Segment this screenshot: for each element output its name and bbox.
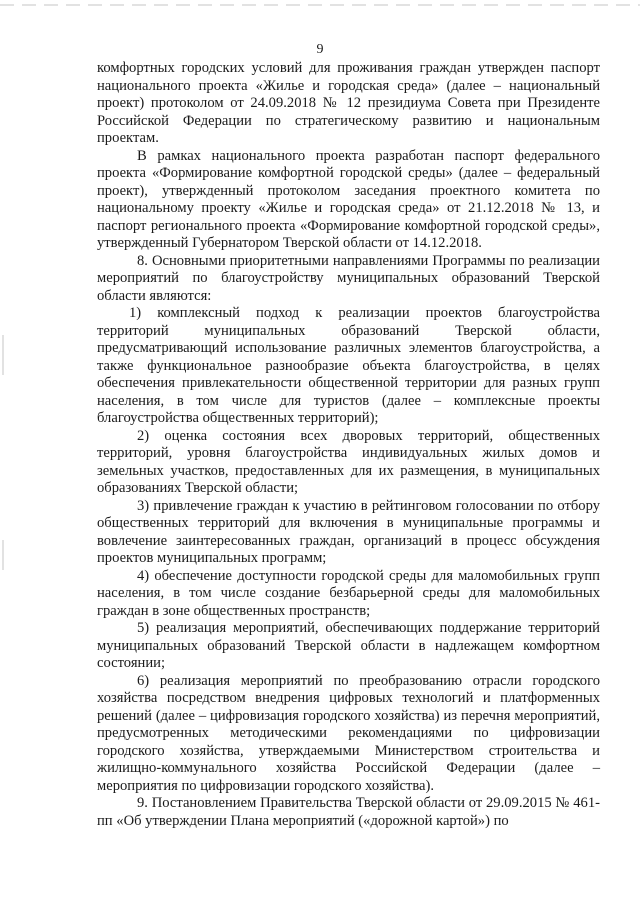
list-item-5: 5) реализация мероприятий, обеспечивающих поддержание территорий муниципальных образований Тверской области в надлежащем комфортном состоянии; [97,620,600,671]
document-body [97,60,600,830]
scan-artifact-left [2,540,4,570]
list-item-6: 6) реализация мероприятий по преобразованию отрасли городского хозяйства посредством внедрения цифровых технологий и платформенных решений (далее – цифровизация городского хозяйства) из перечня мероприятий, предусмотренных методическими рекомендациями по цифровизации городского хозяйства, утверждаемыми Министерством строительства и жилищно-коммунального хозяйства Российской Федерации (далее – мероприятия по цифровизации городского хозяйства). [97,672,600,794]
paragraph-section-9: 9. Постановлением Правительства Тверской области от 29.09.2015 № 461-пп «Об утверждении Плана мероприятий («дорожной картой») по [97,795,600,829]
paragraph-section-8: 8. Основными приоритетными направлениями Программы по реализации мероприятий по благоустройству муниципальных образований Тверской области являются: [97,252,600,304]
paragraph: В рамках национального проекта разработан паспорт федерального проекта «Формирование комфортной городской среды» (далее – федеральный проект), утвержденный протоколом заседания проектного комитета по национальному проекту «Жилье и городская среда» от 21.12.2018 № 13, и паспорт регионального проекта «Формирование комфортной городской среды», утвержденный Губернатором Тверской области от 14.12.2018. [97,147,600,251]
list-item-3: 3) привлечение граждан к участию в рейтинговом голосовании по отбору общественных территорий для включения в муниципальные программы и вовлечение заинтересованных граждан, организаций в процесс обсуждения проектов муниципальных программ; [97,497,600,566]
scan-artifact-left [2,335,4,375]
scan-artifact-top [0,4,640,6]
list-item-2: 2) оценка состояния всех дворовых территорий, общественных территорий, уровня благоустройства индивидуальных жилых домов и земельных участков, предоставленных для их размещения, в муниципальных образованиях Тверской области; [97,427,600,496]
list-item-1: 1) комплексный подход к реализации проектов благоустройства территорий муниципальных образований Тверской области, предусматривающий использование различных элементов благоустройства, а также функциональное разнообразие объекта благоустройства, в целях обеспечения привлекательности общественной территории для разных групп населения, в том числе для туристов (далее – комплексные проекты благоустройства общественных территорий); [97,305,600,426]
paragraph: комфортных городских условий для проживания граждан утвержден паспорт национального проекта «Жилье и городская среда» (далее – национальный проект) протоколом от 24.09.2018 № 12 президиума Совета при Президенте Российской Федерации по стратегическому развитию и национальным проектам. [97,60,600,146]
list-item-4: 4) обеспечение доступности городской среды для маломобильных групп населения, в том числе создание безбарьерной среды для маломобильных граждан в зоне общественных пространств; [97,567,600,619]
page-number: 9 [316,42,324,57]
